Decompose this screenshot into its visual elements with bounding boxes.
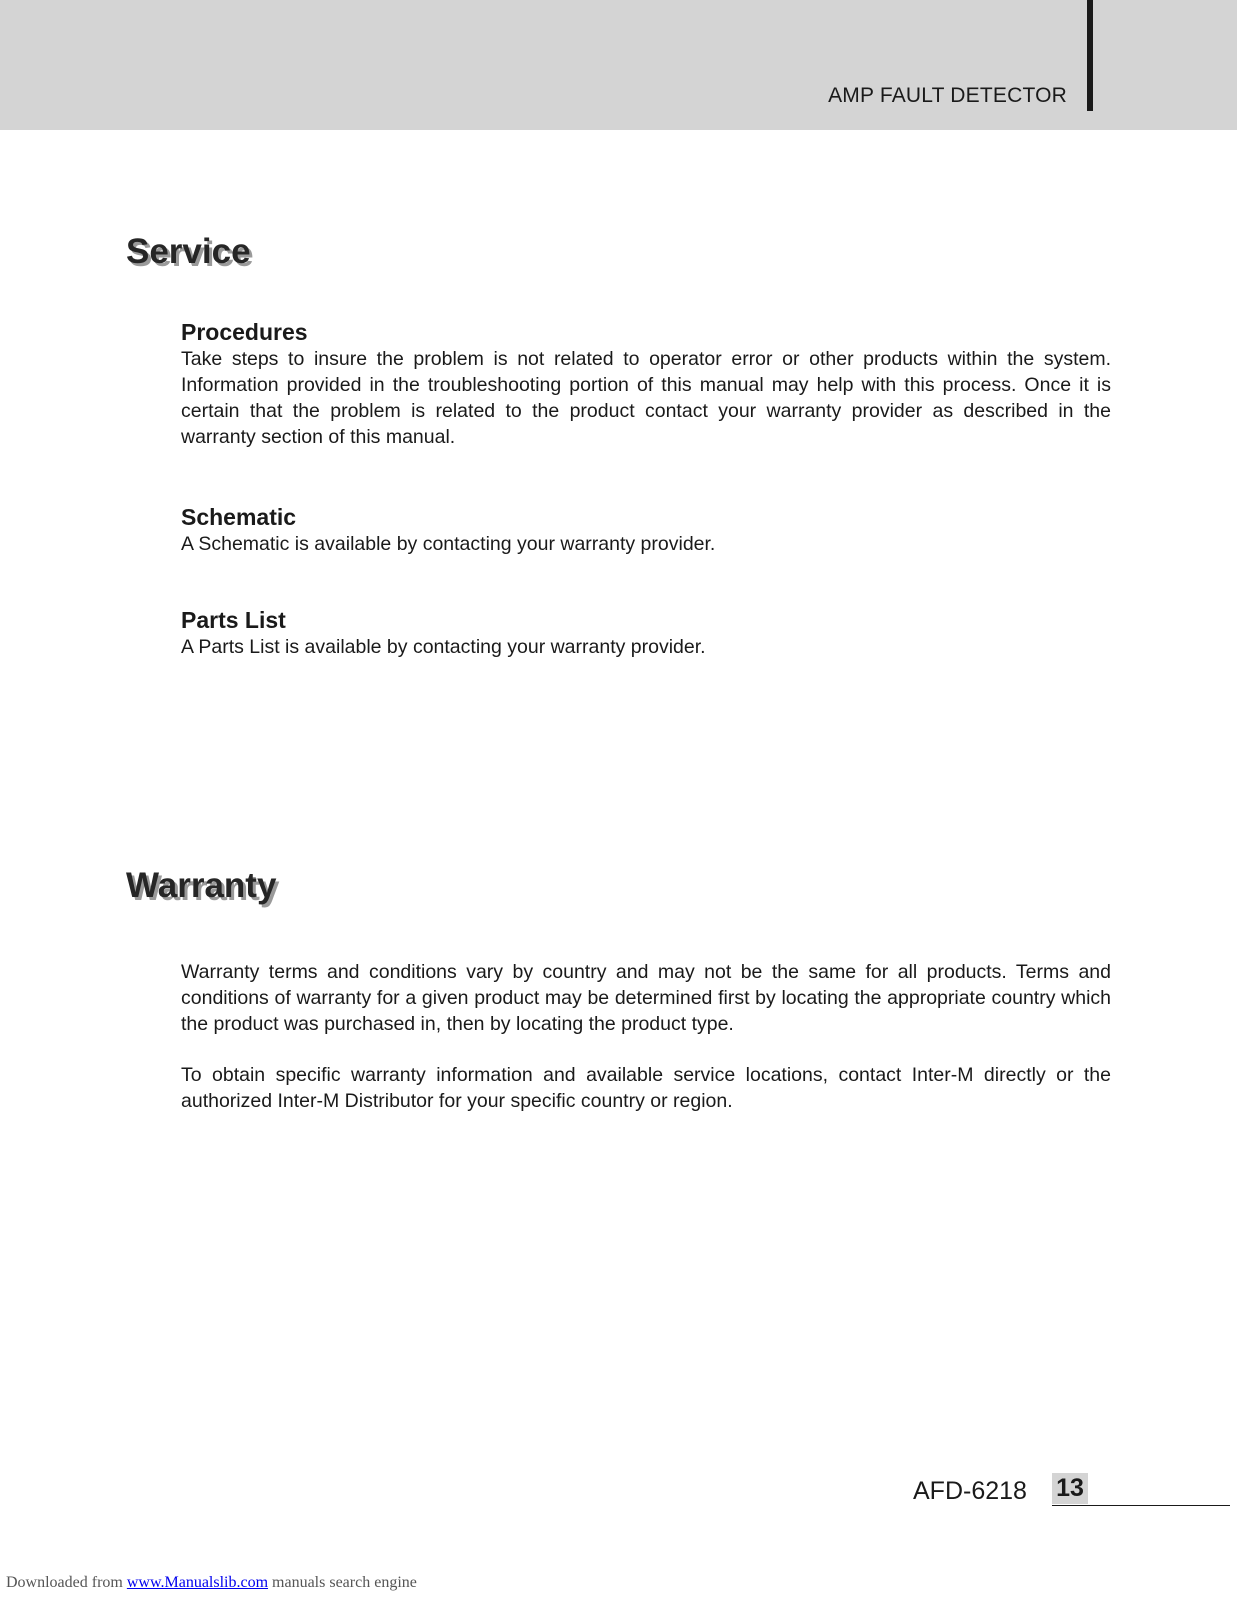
parts-list-section: [181, 606, 1111, 660]
warranty-paragraph-2: To obtain specific warranty information and available service locations, contact Inter-M directly or the authorized Inter-M Distributor for your specific country or region.: [181, 1064, 1111, 1112]
download-prefix: Downloaded from: [6, 1574, 127, 1591]
manualslib-link[interactable]: www.Manualslib.com: [126, 1574, 269, 1591]
header-accent-bar: [1087, 0, 1093, 111]
schematic-text: A Schematic is available by contacting your warranty provider.: [181, 533, 716, 555]
procedures-heading: Procedures: [181, 319, 308, 345]
header-band: [0, 0, 1237, 130]
footer-model: AFD-6218: [913, 1477, 1027, 1505]
footer-rule: [1052, 1505, 1230, 1506]
warranty-body: [181, 959, 1111, 1114]
download-notice: [6, 1574, 417, 1592]
schematic-section: [181, 503, 1111, 557]
service-heading: Service: [126, 232, 251, 271]
warranty-heading: Warranty: [126, 866, 277, 905]
document-title: AMP FAULT DETECTOR: [828, 84, 1067, 107]
parts-list-text: A Parts List is available by contacting your warranty provider.: [181, 636, 706, 658]
procedures-text: Take steps to insure the problem is not related to operator error or other products within the system. Information provided in the troubleshooting portion of this manual may help with this process. Once it is certain that the problem is related to the product contact your warranty provider as described in the warranty section of this manual.: [181, 348, 1111, 448]
download-suffix: manuals search engine: [268, 1574, 417, 1591]
warranty-paragraph-1: Warranty terms and conditions vary by country and may not be the same for all products. Terms and conditions of warranty for a given product may be determined first by locating the appropriate country which the product was purchased in, then by locating the product type.: [181, 961, 1111, 1035]
page-number: 13: [1052, 1473, 1088, 1504]
parts-list-heading: Parts List: [181, 607, 286, 633]
schematic-heading: Schematic: [181, 504, 297, 530]
procedures-section: [181, 318, 1111, 450]
